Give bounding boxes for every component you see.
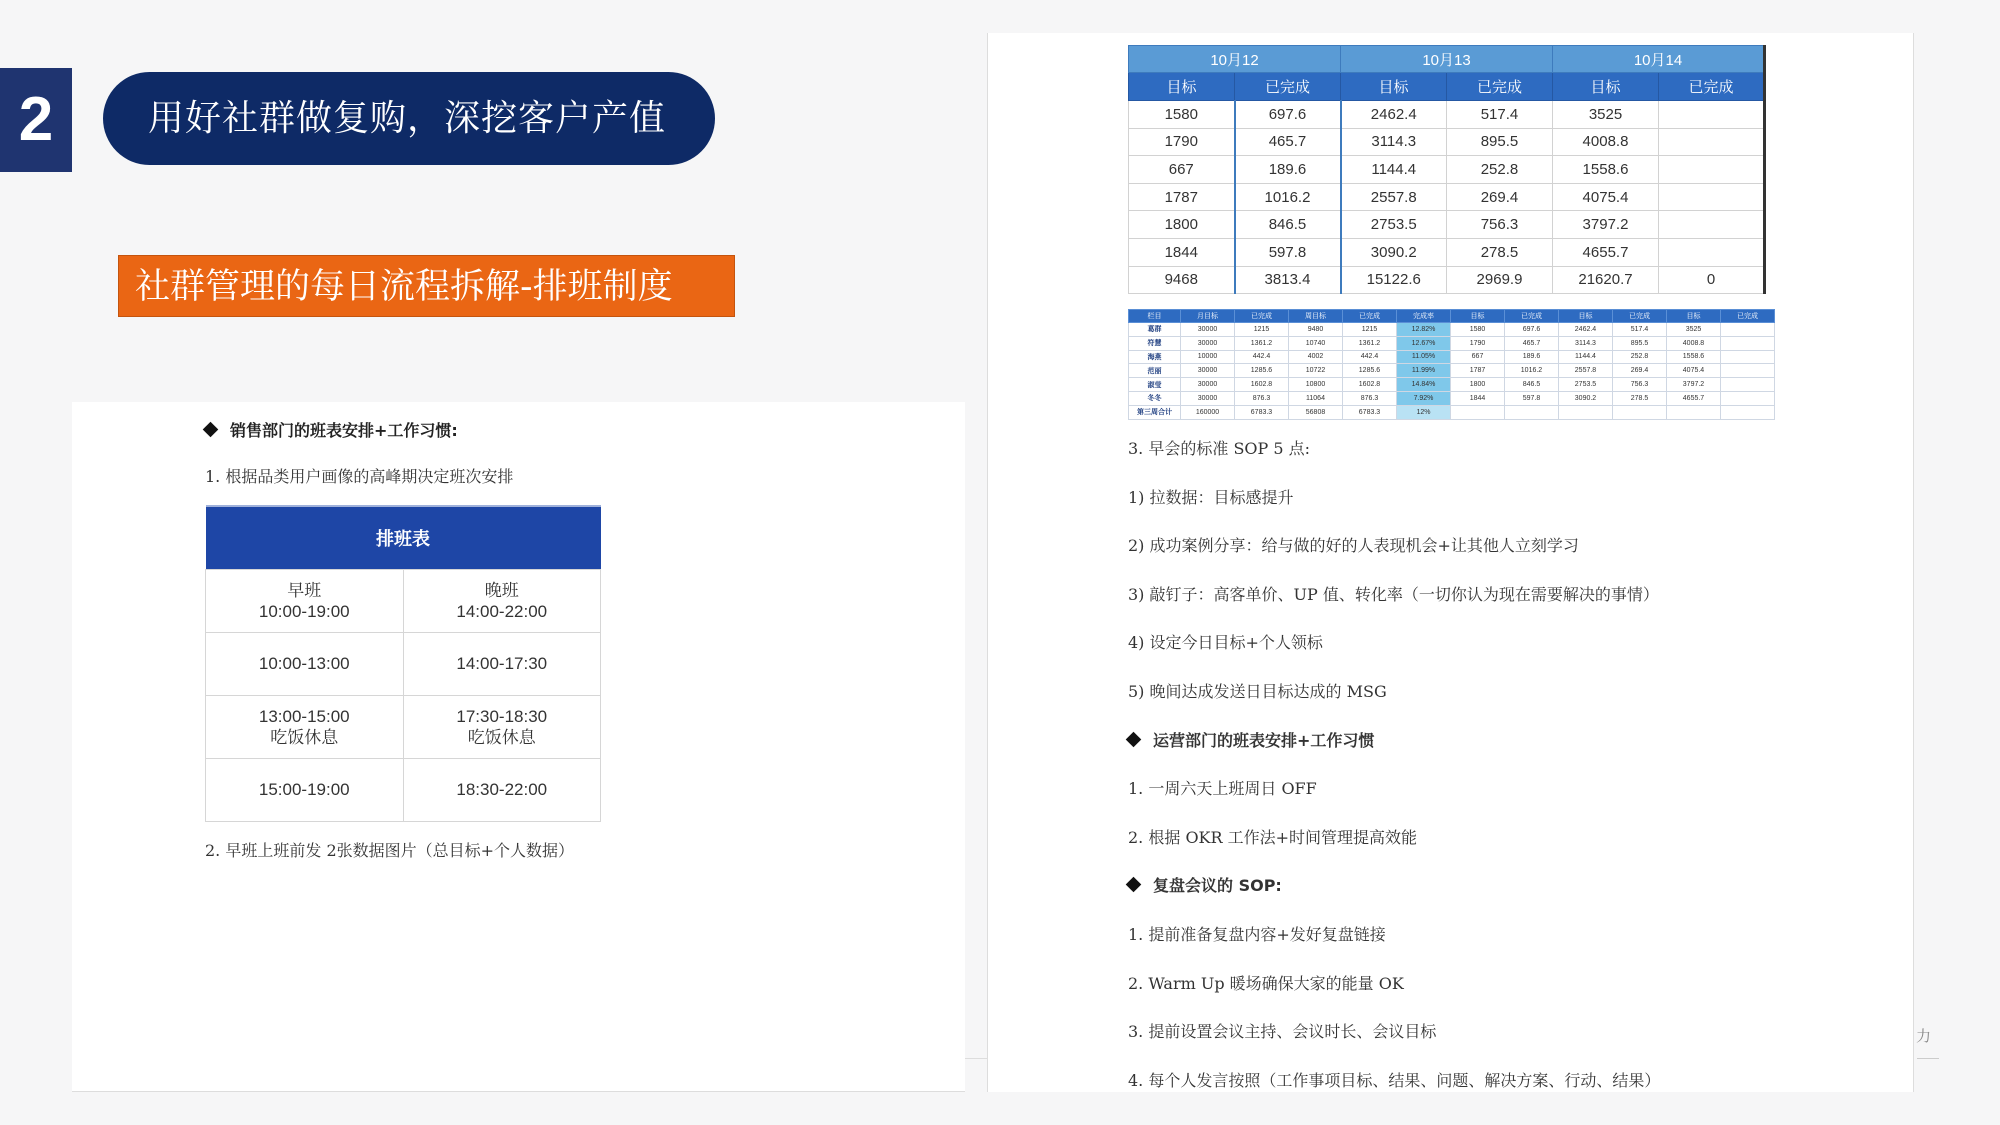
table-cell: 2557.8 [1341, 183, 1447, 211]
text-line [1128, 1019, 1436, 1042]
table-cell: 269.4 [1613, 364, 1667, 378]
bullet-heading [205, 418, 458, 441]
table-row [1129, 156, 1765, 184]
column-header: 目标 [1129, 73, 1235, 101]
table-cell: 30000 [1181, 391, 1235, 405]
column-header: 已完成 [1659, 73, 1765, 101]
column-header: 目标 [1667, 310, 1721, 323]
table-cell [1659, 211, 1765, 239]
table-cell: 冬冬 [1129, 391, 1181, 405]
table-cell [1659, 156, 1765, 184]
diamond-bullet-icon [1126, 731, 1142, 747]
text-line-content: 运营部门的班表安排+工作习惯 [1153, 730, 1375, 750]
table-cell [1721, 378, 1775, 392]
table-cell: 1800 [1129, 211, 1235, 239]
table-cell: 465.7 [1235, 128, 1341, 156]
column-header: 目标 [1559, 310, 1613, 323]
table-cell: 597.8 [1235, 238, 1341, 266]
table-cell: 15:00-19:00 [206, 758, 404, 821]
column-header: 目标 [1451, 310, 1505, 323]
text-line-content: 复盘会议的 SOP: [1153, 876, 1282, 896]
bullet-heading [1128, 873, 1282, 896]
table-cell: 11.99% [1397, 364, 1451, 378]
table-cell: 晚班 14:00-22:00 [403, 569, 601, 632]
right-document [987, 33, 1914, 1092]
table-cell: 1144.4 [1559, 350, 1613, 364]
table-cell: 1790 [1451, 336, 1505, 350]
text-line [1128, 582, 1659, 605]
column-header: 栏目 [1129, 310, 1181, 323]
table-row [1129, 266, 1765, 294]
text-line-content: 1. 提前准备复盘内容+发好复盘链接 [1128, 925, 1386, 944]
table-cell: 517.4 [1447, 101, 1553, 129]
table-cell: 1580 [1451, 323, 1505, 337]
table-row [1129, 323, 1775, 337]
table-cell: 1844 [1129, 238, 1235, 266]
table-cell [1659, 101, 1765, 129]
table-cell: 442.4 [1235, 350, 1289, 364]
table-cell: 6783.3 [1343, 405, 1397, 419]
column-header: 完成率 [1397, 310, 1451, 323]
table-cell: 1558.6 [1667, 350, 1721, 364]
date-header: 10月14 [1553, 46, 1765, 73]
column-header: 已完成 [1235, 310, 1289, 323]
table-cell: 13:00-15:00 吃饭休息 [206, 695, 404, 758]
table-cell: 淑莹 [1129, 378, 1181, 392]
table-cell: 14:00-17:30 [403, 632, 601, 695]
table-cell: 160000 [1181, 405, 1235, 419]
table-cell: 3114.3 [1341, 128, 1447, 156]
table-cell: 6783.3 [1235, 405, 1289, 419]
table-cell: 442.4 [1343, 350, 1397, 364]
table-cell: 756.3 [1613, 378, 1667, 392]
table-cell: 2462.4 [1341, 101, 1447, 129]
table-cell: 10:00-13:00 [206, 632, 404, 695]
table-cell: 4655.7 [1553, 238, 1659, 266]
table-cell: 21620.7 [1553, 266, 1659, 294]
table-cell: 1215 [1235, 323, 1289, 337]
table-cell: 10800 [1289, 378, 1343, 392]
table-cell [1721, 364, 1775, 378]
column-header: 已完成 [1721, 310, 1775, 323]
bullet-heading [1128, 728, 1374, 751]
table-cell [1721, 350, 1775, 364]
table-cell [1451, 405, 1505, 419]
table-cell: 252.8 [1447, 156, 1553, 184]
table-row [1129, 391, 1775, 405]
table-cell: 12.67% [1397, 336, 1451, 350]
bullet-heading-text: 销售部门的班表安排+工作习惯: [230, 421, 458, 440]
table-cell: 189.6 [1235, 156, 1341, 184]
table-cell [1505, 405, 1559, 419]
table-cell: 30000 [1181, 364, 1235, 378]
table-cell: 30000 [1181, 378, 1235, 392]
text-line [1128, 436, 1310, 459]
table-cell: 7.92% [1397, 391, 1451, 405]
table-cell: 10740 [1289, 336, 1343, 350]
column-header: 已完成 [1343, 310, 1397, 323]
column-header: 已完成 [1613, 310, 1667, 323]
table-cell: 667 [1129, 156, 1235, 184]
table-cell: 3525 [1667, 323, 1721, 337]
table-cell: 3525 [1553, 101, 1659, 129]
table-cell: 3797.2 [1553, 211, 1659, 239]
table-cell: 符慧 [1129, 336, 1181, 350]
table-cell: 876.3 [1235, 391, 1289, 405]
column-header: 已完成 [1505, 310, 1559, 323]
table-cell: 1787 [1451, 364, 1505, 378]
table-cell: 278.5 [1613, 391, 1667, 405]
table-cell: 1016.2 [1505, 364, 1559, 378]
text-line [1128, 1068, 1660, 1091]
column-header: 目标 [1341, 73, 1447, 101]
table-cell: 海燕 [1129, 350, 1181, 364]
table-cell: 15122.6 [1341, 266, 1447, 294]
table-cell: 465.7 [1505, 336, 1559, 350]
table-cell: 30000 [1181, 336, 1235, 350]
table-cell: 葛群 [1129, 323, 1181, 337]
table-cell: 1215 [1343, 323, 1397, 337]
table-cell: 1016.2 [1235, 183, 1341, 211]
table-row [1129, 350, 1775, 364]
table-cell: 1285.6 [1343, 364, 1397, 378]
table-cell: 0 [1659, 266, 1765, 294]
table-cell: 756.3 [1447, 211, 1553, 239]
table-cell: 846.5 [1505, 378, 1559, 392]
text-line-content: 3. 提前设置会议主持、会议时长、会议目标 [1128, 1022, 1437, 1042]
section-number: 2 [0, 68, 72, 172]
table-row [1129, 405, 1775, 419]
table-cell: 1844 [1451, 391, 1505, 405]
table-cell: 2753.5 [1559, 378, 1613, 392]
edge-text-fragment: 力 [1916, 1027, 1932, 1045]
text-line-content: 1) 拉数据：目标感提升 [1128, 487, 1294, 507]
diamond-bullet-icon [1126, 877, 1142, 893]
table-cell [1721, 391, 1775, 405]
paragraph-1: 1. 根据品类用户画像的高峰期决定班次安排 [205, 467, 514, 486]
table-cell: 846.5 [1235, 211, 1341, 239]
table-cell: 10722 [1289, 364, 1343, 378]
table-cell: 11064 [1289, 391, 1343, 405]
date-header: 10月13 [1341, 46, 1553, 73]
table-cell: 697.6 [1235, 101, 1341, 129]
table-cell: 4002 [1289, 350, 1343, 364]
table-cell [1659, 238, 1765, 266]
table-cell [1613, 405, 1667, 419]
summary-table [1128, 309, 1775, 420]
paragraph-2: 2. 早班上班前发 2张数据图片（总目标+个人数据） [205, 841, 575, 860]
table-cell: 269.4 [1447, 183, 1553, 211]
table-row [1129, 128, 1765, 156]
table-cell: 4655.7 [1667, 391, 1721, 405]
table-cell: 252.8 [1613, 350, 1667, 364]
table-cell: 597.8 [1505, 391, 1559, 405]
table-cell [1721, 336, 1775, 350]
text-line-content: 1. 一周六天上班周日 OFF [1128, 779, 1317, 799]
table-cell [1721, 323, 1775, 337]
table-cell: 10000 [1181, 350, 1235, 364]
table-cell [1667, 405, 1721, 419]
table-cell: 12.82% [1397, 323, 1451, 337]
table-cell: 517.4 [1613, 323, 1667, 337]
text-line-content: 5) 晚间达成发送日目标达成的 MSG [1128, 682, 1387, 701]
table-cell: 1285.6 [1235, 364, 1289, 378]
table-row [206, 632, 601, 695]
table-cell [1559, 405, 1613, 419]
table-cell: 1800 [1451, 378, 1505, 392]
table-cell: 1790 [1129, 128, 1235, 156]
table-cell: 12% [1397, 405, 1451, 419]
table-cell: 2969.9 [1447, 266, 1553, 294]
table-row [1129, 211, 1765, 239]
column-header: 目标 [1553, 73, 1659, 101]
schedule-table [205, 505, 601, 822]
table-cell: 范丽 [1129, 364, 1181, 378]
diamond-bullet-icon [203, 422, 219, 438]
table-cell [1659, 128, 1765, 156]
text-line-content: 3) 敲钉子：高客单价、UP 值、转化率（一切你认为现在需要解决的事情） [1128, 584, 1659, 604]
table-cell: 3114.3 [1559, 336, 1613, 350]
text-line-content: 4) 设定今日目标+个人领标 [1128, 633, 1323, 653]
table-cell: 667 [1451, 350, 1505, 364]
table-cell: 1558.6 [1553, 156, 1659, 184]
table-cell: 895.5 [1447, 128, 1553, 156]
table-row [1129, 183, 1765, 211]
table-cell: 56808 [1289, 405, 1343, 419]
table-cell: 895.5 [1613, 336, 1667, 350]
divider [965, 1058, 987, 1059]
text-line [1128, 679, 1387, 702]
text-line [1128, 630, 1323, 653]
table-cell: 3090.2 [1559, 391, 1613, 405]
table-cell: 17:30-18:30 吃饭休息 [403, 695, 601, 758]
table-cell: 1602.8 [1235, 378, 1289, 392]
left-document [72, 402, 965, 1092]
table-cell: 11.05% [1397, 350, 1451, 364]
table-row [1129, 378, 1775, 392]
table-cell: 1580 [1129, 101, 1235, 129]
table-row [1129, 364, 1775, 378]
table-cell: 697.6 [1505, 323, 1559, 337]
schedule-table-title: 排班表 [206, 506, 601, 569]
date-header: 10月12 [1129, 46, 1341, 73]
divider [1917, 1058, 1939, 1059]
column-header: 已完成 [1235, 73, 1341, 101]
table-cell: 4075.4 [1553, 183, 1659, 211]
text-line-content: 2. 根据 OKR 工作法+时间管理提高效能 [1128, 827, 1418, 847]
text-line [1128, 533, 1579, 556]
text-line-content: 4. 每个人发言按照（工作事项目标、结果、问题、解决方案、行动、结果） [1128, 1070, 1661, 1090]
table-cell: 9468 [1129, 266, 1235, 294]
table-cell: 278.5 [1447, 238, 1553, 266]
table-row [206, 569, 601, 632]
table-cell: 4075.4 [1667, 364, 1721, 378]
text-line-content: 2. Warm Up 暖场确保大家的能量 OK [1128, 973, 1404, 993]
text-line [1128, 922, 1386, 945]
table-cell: 3797.2 [1667, 378, 1721, 392]
table-cell: 14.84% [1397, 378, 1451, 392]
table-row [1129, 238, 1765, 266]
text-line [1128, 776, 1317, 799]
table-cell: 18:30-22:00 [403, 758, 601, 821]
text-line-content: 3. 早会的标准 SOP 5 点: [1128, 439, 1311, 458]
table-cell: 1144.4 [1341, 156, 1447, 184]
table-row [206, 758, 601, 821]
text-line [1128, 825, 1417, 848]
table-row [1129, 336, 1775, 350]
table-cell [1721, 405, 1775, 419]
section-subtitle: 社群管理的每日流程拆解-排班制度 [118, 255, 735, 317]
table-cell: 189.6 [1505, 350, 1559, 364]
table-cell: 2753.5 [1341, 211, 1447, 239]
table-row [206, 695, 601, 758]
column-header: 月目标 [1181, 310, 1235, 323]
table-cell: 2557.8 [1559, 364, 1613, 378]
table-cell: 3090.2 [1341, 238, 1447, 266]
table-cell: 1361.2 [1343, 336, 1397, 350]
target-table [1128, 45, 1766, 294]
table-cell: 30000 [1181, 323, 1235, 337]
table-cell: 早班 10:00-19:00 [206, 569, 404, 632]
table-cell: 876.3 [1343, 391, 1397, 405]
text-line [1128, 971, 1404, 994]
table-cell: 第三周合计 [1129, 405, 1181, 419]
table-cell: 3813.4 [1235, 266, 1341, 294]
text-line [1128, 485, 1294, 508]
table-cell: 4008.8 [1667, 336, 1721, 350]
table-cell: 9480 [1289, 323, 1343, 337]
table-cell: 1361.2 [1235, 336, 1289, 350]
table-cell: 1602.8 [1343, 378, 1397, 392]
table-cell: 1787 [1129, 183, 1235, 211]
table-cell: 4008.8 [1553, 128, 1659, 156]
column-header: 周目标 [1289, 310, 1343, 323]
table-row [1129, 101, 1765, 129]
table-cell [1659, 183, 1765, 211]
table-cell: 2462.4 [1559, 323, 1613, 337]
page-title: 用好社群做复购，深挖客户产值 [103, 72, 715, 165]
text-line-content: 2) 成功案例分享：给与做的好的人表现机会+让其他人立刻学习 [1128, 536, 1579, 556]
column-header: 已完成 [1447, 73, 1553, 101]
